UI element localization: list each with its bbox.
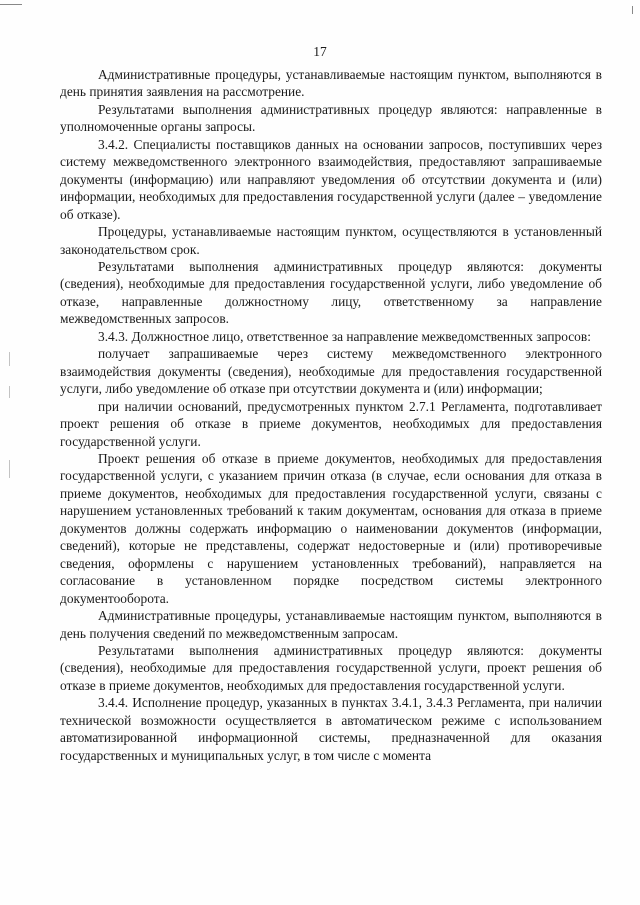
document-body: [60, 66, 602, 764]
paragraph: 3.4.3. Должностное лицо, ответственное за направление межведомственных запросов:: [98, 328, 591, 344]
paragraph: Административные процедуры, устанавливаемые настоящим пунктом, выполняются в день принятия заявления на рассмотрение.: [60, 67, 602, 100]
paragraph: Проект решения об отказе в приеме документов, необходимых для предоставления государственной услуги, с указанием причин отказа (в случае, если основания для отказа в приеме документов, необходимых для предоставления государственной услуги, связаны с нарушением установленных требований к таким документам, основания для отказа в приеме документов должны содержать информацию о наименовании документов (информации, сведений), которые не представлены, содержат недостоверные и (или) противоречивые сведения, оформлены с нарушением установленных требований), направляется на согласование в установленном порядке посредством системы электронного документооборота.: [60, 450, 602, 606]
scan-artifact-left-edge: [9, 352, 10, 366]
scan-artifact-top-right: [632, 6, 633, 14]
paragraph: Процедуры, устанавливаемые настоящим пунктом, осуществляются в установленный законодательством срок.: [60, 224, 602, 257]
scan-artifact-left-edge-3: [9, 460, 10, 478]
paragraph: Административные процедуры, устанавливаемые настоящим пунктом, выполняются в день получения сведений по межведомственным запросам.: [60, 608, 602, 641]
scan-artifact-top-left: [0, 4, 22, 5]
paragraph: Результатами выполнения административных процедур являются: документы (сведения), необходимые для предоставления государственной услуги, проект решения об отказе в приеме документов, необходимых для предоставления государственной услуги.: [60, 642, 602, 693]
paragraph: при наличии оснований, предусмотренных пунктом 2.7.1 Регламента, подготавливает проект решения об отказе в приеме документов, необходимых для предоставления государственной услуги.: [60, 398, 602, 449]
scan-artifact-left-edge-2: [9, 386, 10, 398]
paragraph: 3.4.2. Специалисты поставщиков данных на основании запросов, поступивших через систему межведомственного электронного взаимодействия, предоставляют запрашиваемые документы (информацию) или направляют уведомления об отсутствии документа и (или) информации, необходимых для предоставления государственной услуги (далее – уведомление об отказе).: [60, 136, 602, 222]
page-number: 17: [313, 44, 327, 59]
paragraph: получает запрашиваемые через систему межведомственного электронного взаимодействия документы (сведения), необходимые для предоставления государственной услуги, либо уведомление об отказе при отсутствии документа и (или) информации;: [60, 346, 602, 397]
paragraph: Результатами выполнения административных процедур являются: направленные в уполномоченные органы запросы.: [60, 101, 602, 135]
paragraph: Результатами выполнения административных процедур являются: документы (сведения), необходимые для предоставления государственной услуги, либо уведомление об отказе, направленные должностному лицу, ответственному за направление межведомственных запросов.: [60, 258, 602, 327]
paragraph: 3.4.4. Исполнение процедур, указанных в пунктах 3.4.1, 3.4.3 Регламента, при наличии технической возможности осуществляется в автоматическом режиме с использованием автоматизированной информационной системы, предназначенной для оказания государственных и муниципальных услуг, в том числе с момента: [60, 695, 602, 763]
